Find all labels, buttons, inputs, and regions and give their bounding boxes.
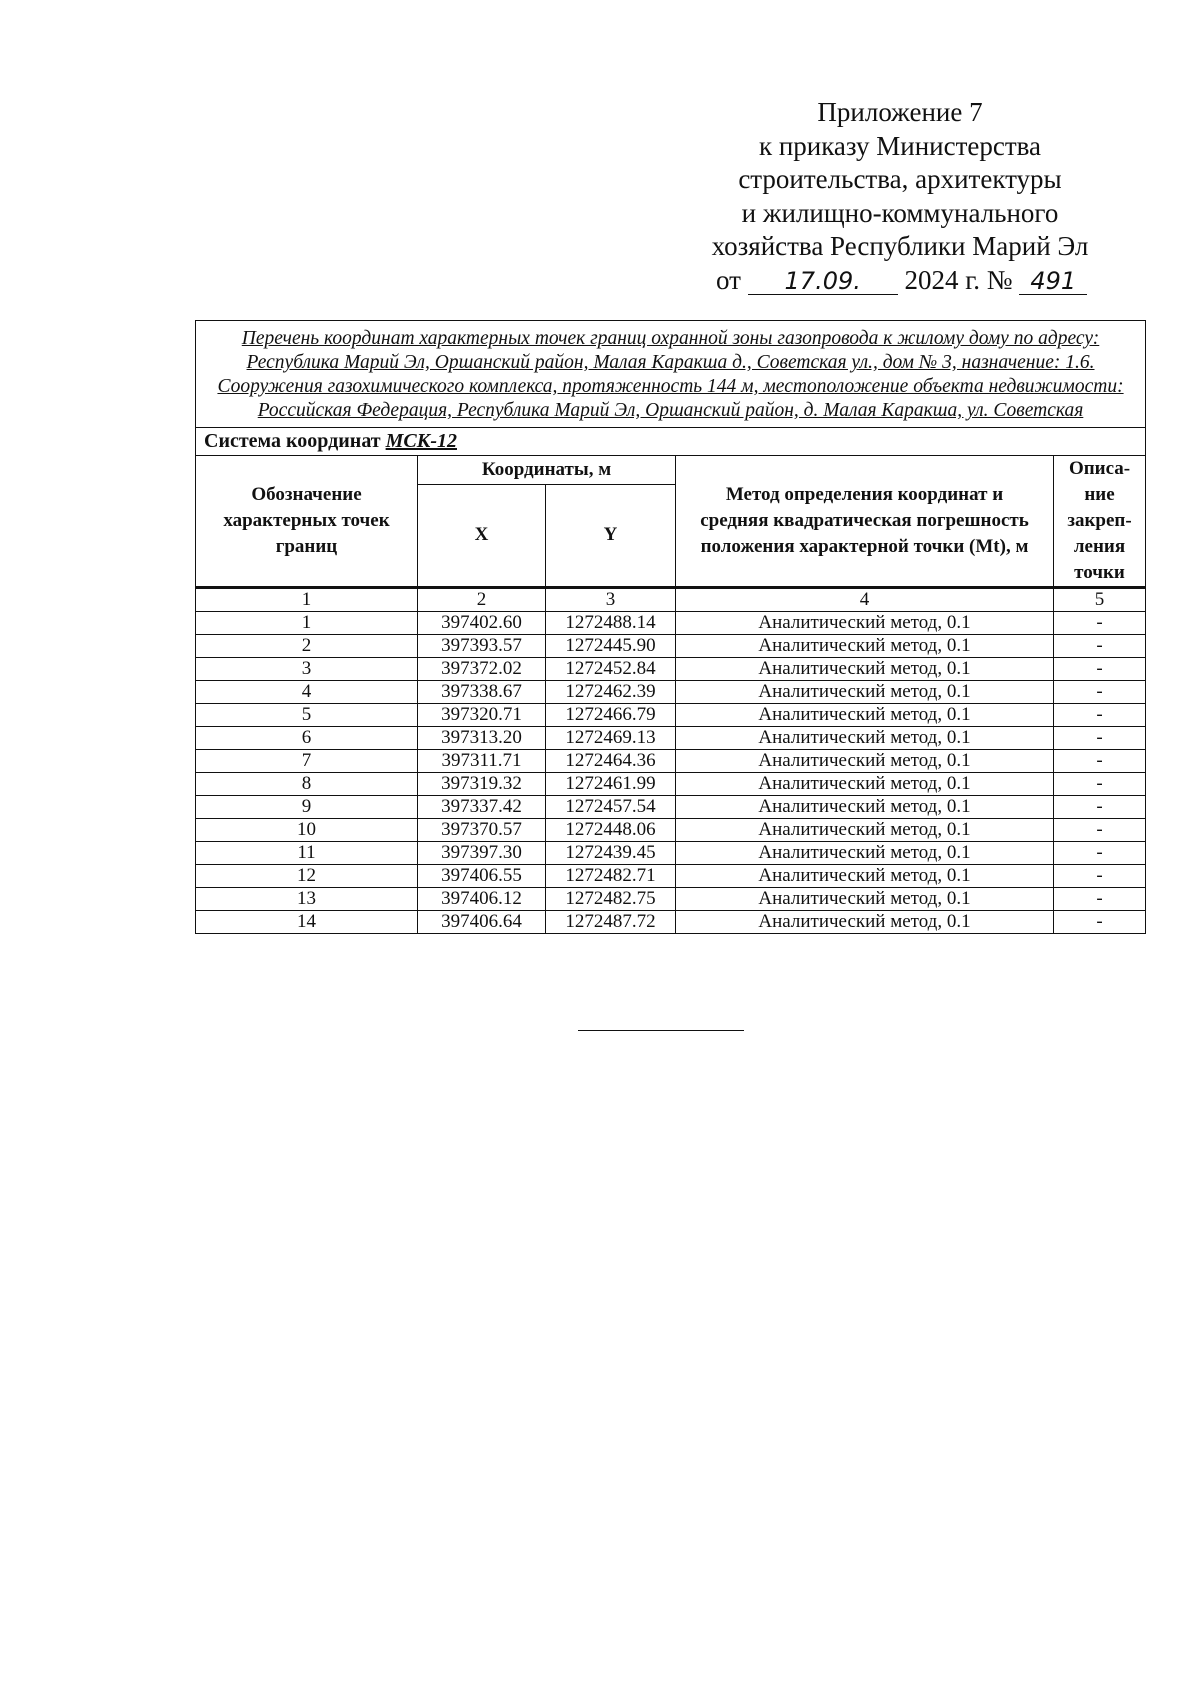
cell-method: Аналитический метод, 0.1	[676, 911, 1054, 934]
cell-method: Аналитический метод, 0.1	[676, 635, 1054, 658]
cell-point: 11	[196, 842, 418, 865]
cell-description: -	[1054, 773, 1146, 796]
cell-method: Аналитический метод, 0.1	[676, 750, 1054, 773]
date-line	[700, 264, 1100, 298]
cell-description: -	[1054, 865, 1146, 888]
cell-x: 397372.02	[418, 658, 546, 681]
header-coordinates: Координаты, м	[418, 456, 676, 485]
header-method: Метод определения координат и средняя квадратическая погрешность положения характерной точки (Mt), м	[676, 456, 1054, 588]
table-row	[196, 612, 1146, 635]
cell-y: 1272469.13	[546, 727, 676, 750]
cell-y: 1272488.14	[546, 612, 676, 635]
cell-description: -	[1054, 796, 1146, 819]
cell-y: 1272482.71	[546, 865, 676, 888]
cell-description: -	[1054, 658, 1146, 681]
table-row	[196, 727, 1146, 750]
cell-y: 1272487.72	[546, 911, 676, 934]
cell-method: Аналитический метод, 0.1	[676, 773, 1054, 796]
cell-description: -	[1054, 681, 1146, 704]
header-row	[196, 456, 1146, 485]
header-line: строительства, архитектуры	[738, 164, 1062, 194]
cell-y: 1272457.54	[546, 796, 676, 819]
cell-method: Аналитический метод, 0.1	[676, 865, 1054, 888]
column-number: 1	[196, 588, 418, 612]
cell-x: 397313.20	[418, 727, 546, 750]
header-line: и жилищно-коммунального	[741, 197, 1059, 228]
cell-x: 397311.71	[418, 750, 546, 773]
cell-x: 397320.71	[418, 704, 546, 727]
cell-point: 3	[196, 658, 418, 681]
header-description: Описа-ние закреп-ления точки	[1054, 456, 1146, 588]
date-prefix: от	[716, 264, 741, 295]
cell-y: 1272464.36	[546, 750, 676, 773]
cell-point: 4	[196, 681, 418, 704]
table-row	[196, 819, 1146, 842]
table-row	[196, 865, 1146, 888]
coordinate-system	[196, 428, 1146, 456]
cell-y: 1272462.39	[546, 681, 676, 704]
cell-x: 397406.64	[418, 911, 546, 934]
cell-point: 5	[196, 704, 418, 727]
cell-method: Аналитический метод, 0.1	[676, 796, 1054, 819]
table-row	[196, 704, 1146, 727]
table-row	[196, 681, 1146, 704]
coordinate-system-label: Система координат	[204, 430, 381, 452]
column-number: 5	[1054, 588, 1146, 612]
cell-method: Аналитический метод, 0.1	[676, 612, 1054, 635]
cell-x: 397370.57	[418, 819, 546, 842]
cell-point: 8	[196, 773, 418, 796]
handwritten-date: 17.09.	[748, 268, 898, 295]
table-row	[196, 750, 1146, 773]
table-row	[196, 888, 1146, 911]
cell-x: 397338.67	[418, 681, 546, 704]
header-line: к приказу Министерства	[758, 130, 1042, 161]
cell-y: 1272452.84	[546, 658, 676, 681]
cell-point: 7	[196, 750, 418, 773]
cell-y: 1272482.75	[546, 888, 676, 911]
header-line: хозяйства Республики Марий Эл	[711, 231, 1089, 261]
coordinates-table	[195, 320, 1146, 934]
cell-method: Аналитический метод, 0.1	[676, 819, 1054, 842]
header-line: Приложение 7	[817, 97, 983, 127]
header-x: X	[418, 484, 546, 588]
cell-point: 9	[196, 796, 418, 819]
cell-point: 2	[196, 635, 418, 658]
appendix-header	[700, 96, 1100, 297]
column-number: 2	[418, 588, 546, 612]
cell-point: 12	[196, 865, 418, 888]
cell-method: Аналитический метод, 0.1	[676, 842, 1054, 865]
cell-y: 1272461.99	[546, 773, 676, 796]
table-title-row	[196, 321, 1146, 428]
cell-x: 397397.30	[418, 842, 546, 865]
cell-x: 397402.60	[418, 612, 546, 635]
table-row	[196, 796, 1146, 819]
cell-description: -	[1054, 888, 1146, 911]
cell-method: Аналитический метод, 0.1	[676, 888, 1054, 911]
cell-method: Аналитический метод, 0.1	[676, 727, 1054, 750]
table-row	[196, 635, 1146, 658]
cell-method: Аналитический метод, 0.1	[676, 658, 1054, 681]
cell-description: -	[1054, 842, 1146, 865]
column-number-row	[196, 588, 1146, 612]
cell-x: 397393.57	[418, 635, 546, 658]
cell-x: 397406.12	[418, 888, 546, 911]
header-y: Y	[546, 484, 676, 588]
end-separator-line	[578, 1030, 744, 1031]
cell-y: 1272439.45	[546, 842, 676, 865]
cell-description: -	[1054, 750, 1146, 773]
cell-y: 1272445.90	[546, 635, 676, 658]
cell-method: Аналитический метод, 0.1	[676, 681, 1054, 704]
table-title: Перечень координат характерных точек границ охранной зоны газопровода к жилому дому по адресу: Республика Марий Эл, Оршанский район, Малая Каракша д., Советская ул., дом № 3, назначение: 1.6. Сооружения газохимического комплекса, протяженность 144 м, местоположение объекта недвижимости: Российская Федерация, Республика Марий Эл, Оршанский район, д. Малая Каракша, ул. Советская	[196, 321, 1146, 428]
cell-description: -	[1054, 819, 1146, 842]
cell-point: 10	[196, 819, 418, 842]
table-row	[196, 911, 1146, 934]
coordinate-system-value: МСК-12	[385, 430, 457, 452]
handwritten-order-number: 491	[1019, 268, 1087, 295]
cell-point: 13	[196, 888, 418, 911]
cell-description: -	[1054, 704, 1146, 727]
cell-description: -	[1054, 727, 1146, 750]
table-row	[196, 842, 1146, 865]
cell-x: 397337.42	[418, 796, 546, 819]
cell-point: 1	[196, 612, 418, 635]
column-number: 4	[676, 588, 1054, 612]
cell-x: 397319.32	[418, 773, 546, 796]
cell-y: 1272448.06	[546, 819, 676, 842]
cell-description: -	[1054, 612, 1146, 635]
cell-y: 1272466.79	[546, 704, 676, 727]
cell-point: 14	[196, 911, 418, 934]
coordinate-system-row	[196, 428, 1146, 456]
table-body	[196, 612, 1146, 934]
table-row	[196, 658, 1146, 681]
cell-description: -	[1054, 911, 1146, 934]
cell-x: 397406.55	[418, 865, 546, 888]
table-row	[196, 773, 1146, 796]
column-number: 3	[546, 588, 676, 612]
header-designation: Обозначение характерных точек границ	[196, 456, 418, 588]
cell-method: Аналитический метод, 0.1	[676, 704, 1054, 727]
cell-point: 6	[196, 727, 418, 750]
cell-description: -	[1054, 635, 1146, 658]
year-text: 2024 г. №	[904, 264, 1013, 295]
